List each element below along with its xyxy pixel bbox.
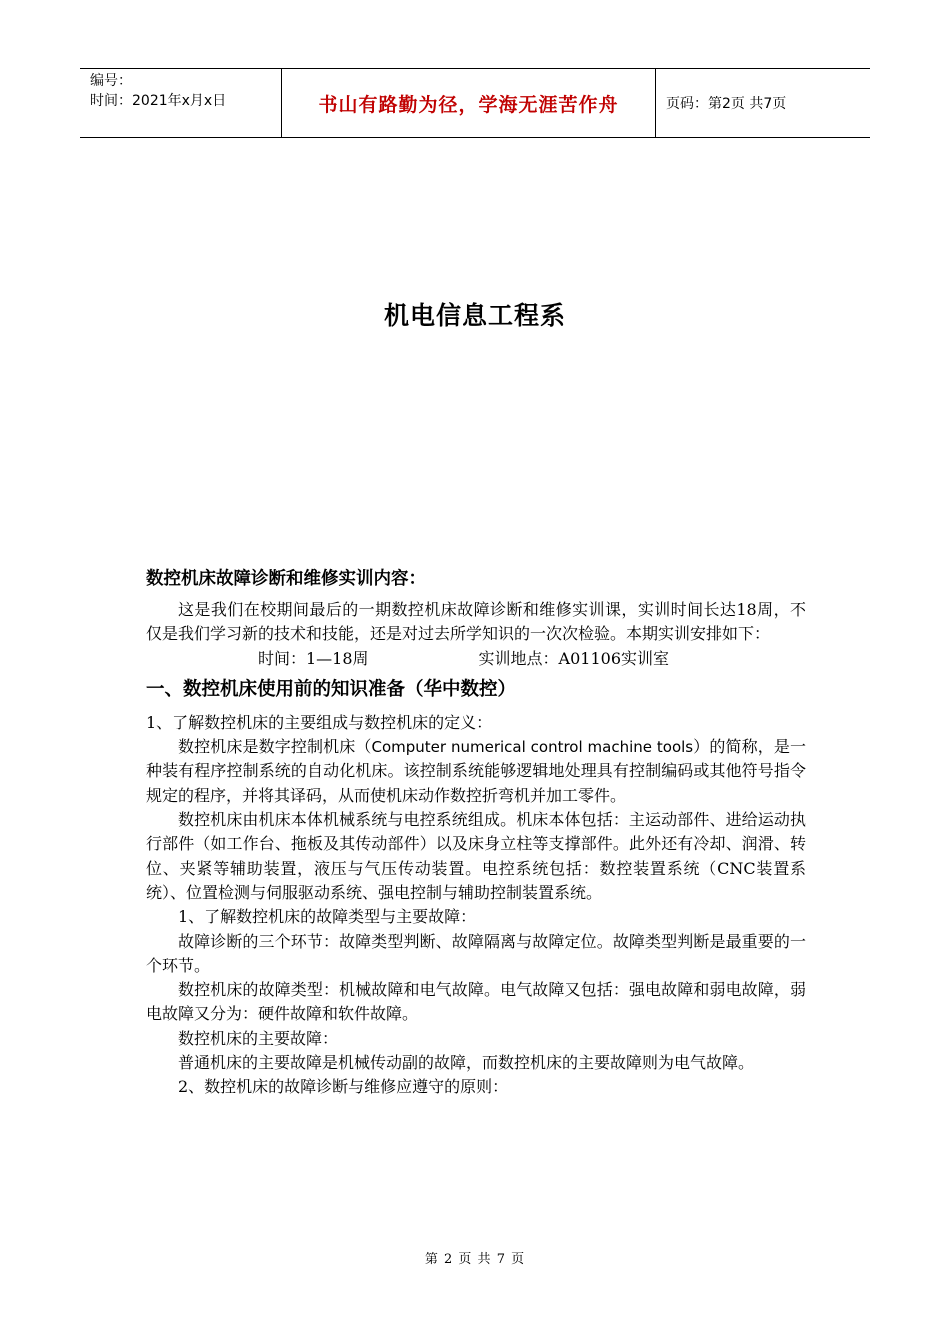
document-number-label: 编号： — [90, 73, 132, 89]
fault-types-paragraph: 数控机床的故障类型：机械故障和电气故障。电气故障又包括：强电故障和弱电故障，弱电故障又分为：硬件故障和软件故障。 — [146, 980, 806, 1024]
header-table — [80, 68, 870, 138]
page-footer: 第 2 页 共 7 页 — [424, 1252, 526, 1267]
intro-paragraph: 这是我们在校期间最后的一期数控机床故障诊断和维修实训课，实训时间长达18周，不仅是我们学习新的技术和技能，还是对过去所学知识的一次次检验。本期实训安排如下： — [146, 600, 806, 644]
department-title: 机电信息工程系 — [383, 301, 566, 330]
header-motto: 书山有路勤为径，学海无涯苦作舟 — [282, 69, 656, 137]
document-date: 时间：2021年x月x日 — [90, 93, 227, 109]
three-steps-paragraph: 故障诊断的三个环节：故障类型判断、故障隔离与故障定位。故障类型判断是最重要的一个环节。 — [146, 931, 806, 975]
schedule-time: 时间：1—18周 — [258, 648, 369, 668]
section-title-knowledge: 一、数控机床使用前的知识准备（华中数控） — [146, 678, 517, 700]
definition-post: ）的简称，是一种装有程序控制系统的自动化机床。该控制系统能够逻辑地处理具有控制编码或其他符号指令规定的程序，并将其译码，从而使机床动作数控折弯机并加工零件。 — [146, 737, 806, 805]
item-heading-fault-types: 1、了解数控机床的故障类型与主要故障： — [178, 907, 477, 927]
definition-paragraph — [146, 735, 806, 808]
document-body — [146, 564, 806, 1100]
definition-pre: 数控机床是数字控制机床（ — [178, 737, 372, 757]
header-page-info: 页码：第2页 共7页 — [666, 96, 787, 112]
main-faults-heading: 数控机床的主要故障： — [178, 1028, 339, 1048]
schedule-place: 实训地点：A01106实训室 — [478, 648, 670, 668]
item-heading-principles: 2、数控机床的故障诊断与维修应遵守的原则： — [178, 1077, 509, 1097]
item-heading-composition: 1、了解数控机床的主要组成与数控机床的定义： — [146, 712, 493, 732]
header-meta-cell — [80, 69, 282, 137]
section-title-training: 数控机床故障诊断和维修实训内容： — [146, 569, 426, 589]
composition-paragraph: 数控机床由机床本体机械系统与电控系统组成。机床本体包括：主运动部件、进给运动执行部件（如工作台、拖板及其传动部件）以及床身立柱等支撑部件。此外还有冷却、润滑、转位、夹紧等辅助装置，液压与气压传动装置。电控系统包括：数控装置系统（CNC装置系统）、位置检测与伺服驱动系统、强电控制与辅助控制装置系统。 — [146, 810, 806, 902]
schedule-line — [146, 647, 806, 671]
main-faults-paragraph: 普通机床的主要故障是机械传动副的故障，而数控机床的主要故障则为电气故障。 — [178, 1053, 755, 1073]
definition-english: Computer numerical control machine tools — [371, 738, 694, 757]
